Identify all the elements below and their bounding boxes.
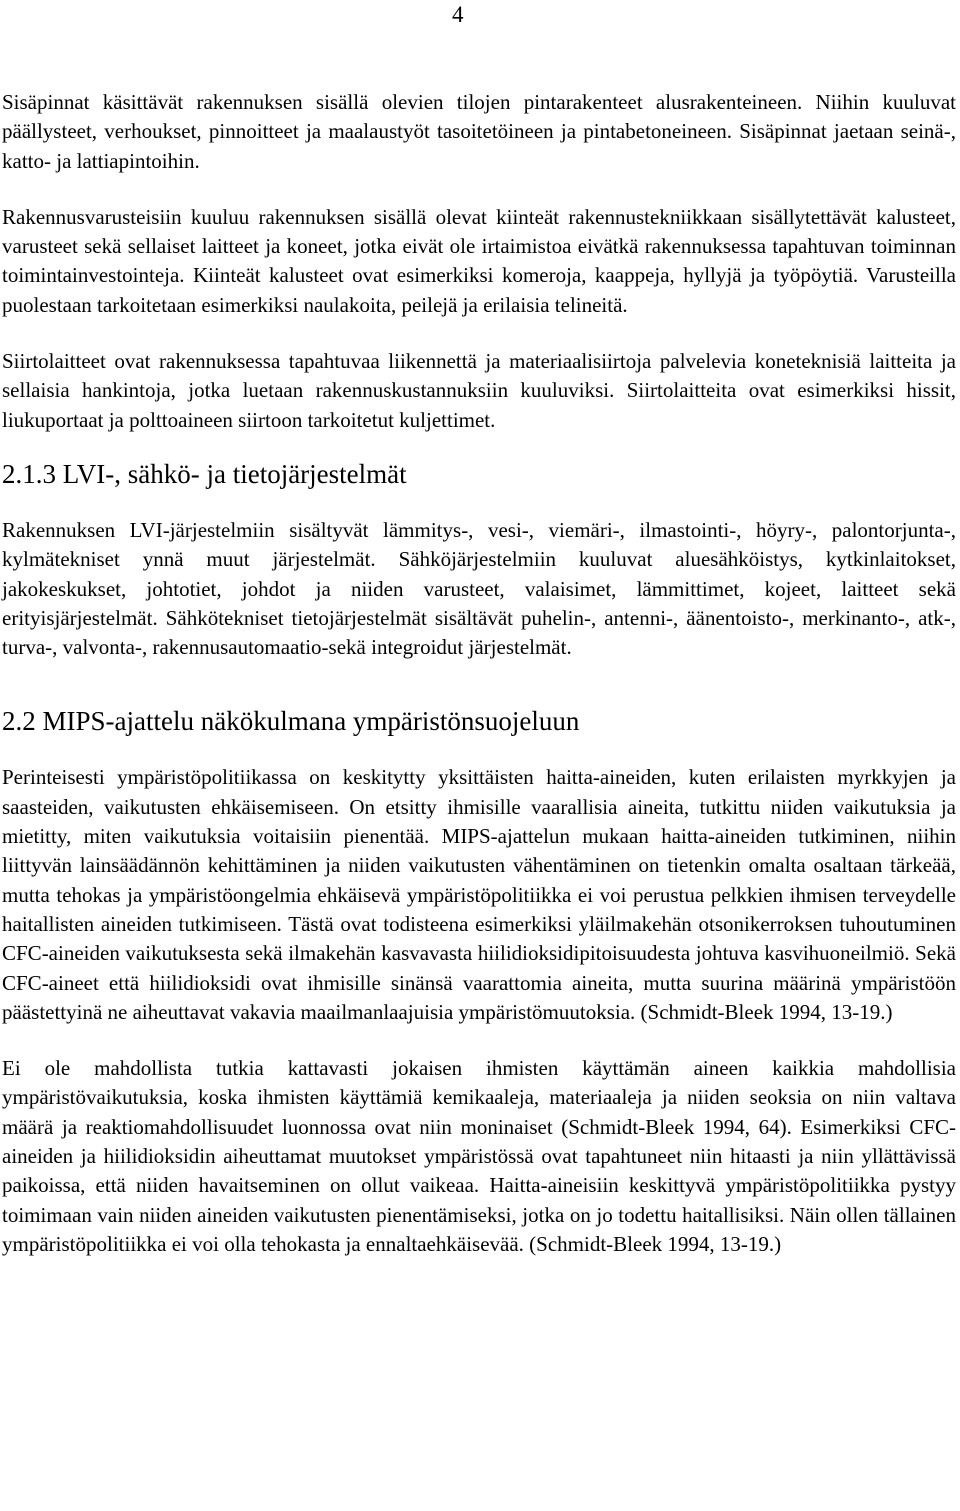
paragraph-transfer-equipment: Siirtolaitteet ovat rakennuksessa tapahtuvaa liikennettä ja materiaalisiirtoja palvelevia koneteknisiä laitteita ja sellaisia hankintoja, jotka luetaan rakennuskustannuksiin kuuluviksi. Siirtolaitteita ovat esimerkiksi hissit, liukuportaat ja polttoaineen siirtoon tarkoitetut kuljettimet. [2,349,956,432]
paragraph-environmental-effects: Ei ole mahdollista tutkia kattavasti jokaisen ihmisten käyttämän aineen kaikkia mahdollisia ympäristövaikutuksia, koska ihmisten käyttämiä kemikaaleja, materiaaleja ja niiden seoksia on niin valtava määrä ja reaktiomahdollisuudet luonnossa ovat niin moninaiset (Schmidt-Bleek 1994, 64). Esimerkiksi CFC-aineiden ja hiilidioksidin aiheuttamat muutokset ympäristössä ovat tapahtuneet niin hitaasti ja niin yllättävissä paikoissa, että niiden havaitseminen on ollut vaikeaa. Haitta-aineisiin keskittyvä ympäristöpolitiikka pystyy toimimaan vain niiden aineiden vaikutusten pienentämiseksi, jotka on jo todettu haitallisiksi. Näin ollen tällainen ympäristöpolitiikka ei voi olla tehokasta ja ennaltaehkäisevää. (Schmidt-Bleek 1994, 13-19.) [2,1056,956,1256]
section-heading-2-1-3: 2.1.3 LVI-, sähkö- ja tietojärjestelmät [2,458,407,489]
paragraph-building-fixtures: Rakennusvarusteisiin kuuluu rakennuksen sisällä olevat kiinteät rakennustekniikkaan sisällytettävät kalusteet, varusteet sekä sellaiset laitteet ja koneet, jotka eivät ole irtaimistoa eivätkä rakennuksessa tapahtuvan toiminnan toimintainvestointeja. Kiinteät kalusteet ovat esimerkiksi komeroja, kaappeja, hyllyjä ja työpöytiä. Varusteilla puolestaan tarkoitetaan esimerkiksi naulakoita, peilejä ja erilaisia telineitä. [2,204,956,317]
section-heading-2-2: 2.2 MIPS-ajattelu näkökulmana ympäristönsuojeluun [2,706,580,737]
document-body [2,88,956,1286]
page-number: 4 [452,2,464,27]
paragraph-hvac-electrical: Rakennuksen LVI-järjestelmiin sisältyvät lämmitys-, vesi-, viemäri-, ilmastointi-, höyry-, palontorjunta-, kylmätekniset ynnä muut järjestelmät. Sähköjärjestelmiin kuuluvat aluesähköistys, kytkinlaitokset, jakokeskukset, johtotiet, johdot ja niiden varusteet, valaisimet, lämmittimet, kojeet, laitteet sekä erityisjärjestelmät. Sähkötekniset tietojärjestelmät sisältävät puhelin-, antenni-, äänentoisto-, merkinanto-, atk-, turva-, valvonta-, rakennusautomaatio-sekä integroidut järjestelmät. [2,517,956,660]
paragraph-interior-surfaces: Sisäpinnat käsittävät rakennuksen sisällä olevien tilojen pintarakenteet alusrakenteineen. Niihin kuuluvat päällysteet, verhoukset, pinnoitteet ja maalaustyöt tasoitetöineen ja pintabetoneineen. Sisäpinnat jaetaan seinä-, katto- ja lattiapintoihin. [2,90,956,173]
paragraph-environmental-policy: Perinteisesti ympäristöpolitiikassa on keskitytty yksittäisten haitta-aineiden, kuten erilaisten myrkkyjen ja saasteiden, vaikutusten ehkäisemiseen. On etsitty ihmisille vaarallisia aineita, tutkittu niiden vaikutuksia ja mietitty, miten vaikutuksia voitaisiin pienentää. MIPS-ajattelun mukaan haitta-aineiden tutkiminen, niihin liittyvän lainsäädännön kehittäminen ja niiden vaikutusten vähentäminen on tietenkin omalta osaltaan tärkeää, mutta tehokas ja ympäristöongelmia ehkäisevä ympäristöpolitiikka ei voi perustua pelkkien ihmisen terveydelle haitallisten aineiden tutkimiseen. Tästä ovat todisteena esimerkiksi yläilmakehän otsonikerroksen tuhoutuminen CFC-aineiden vaikutuksesta sekä ilmakehän kasvavasta hiilidioksidipitoisuudesta johtuva kasvihuoneilmiö. Sekä CFC-aineet että hiilidioksidi ovat ihmisille sinänsä vaarattomia aineita, mutta suurina määrinä ympäristöön päästettyinä ne aiheuttavat vakavia maailmanlaajuisia ympäristömuutoksia. (Schmidt-Bleek 1994, 13-19.) [2,765,956,1024]
